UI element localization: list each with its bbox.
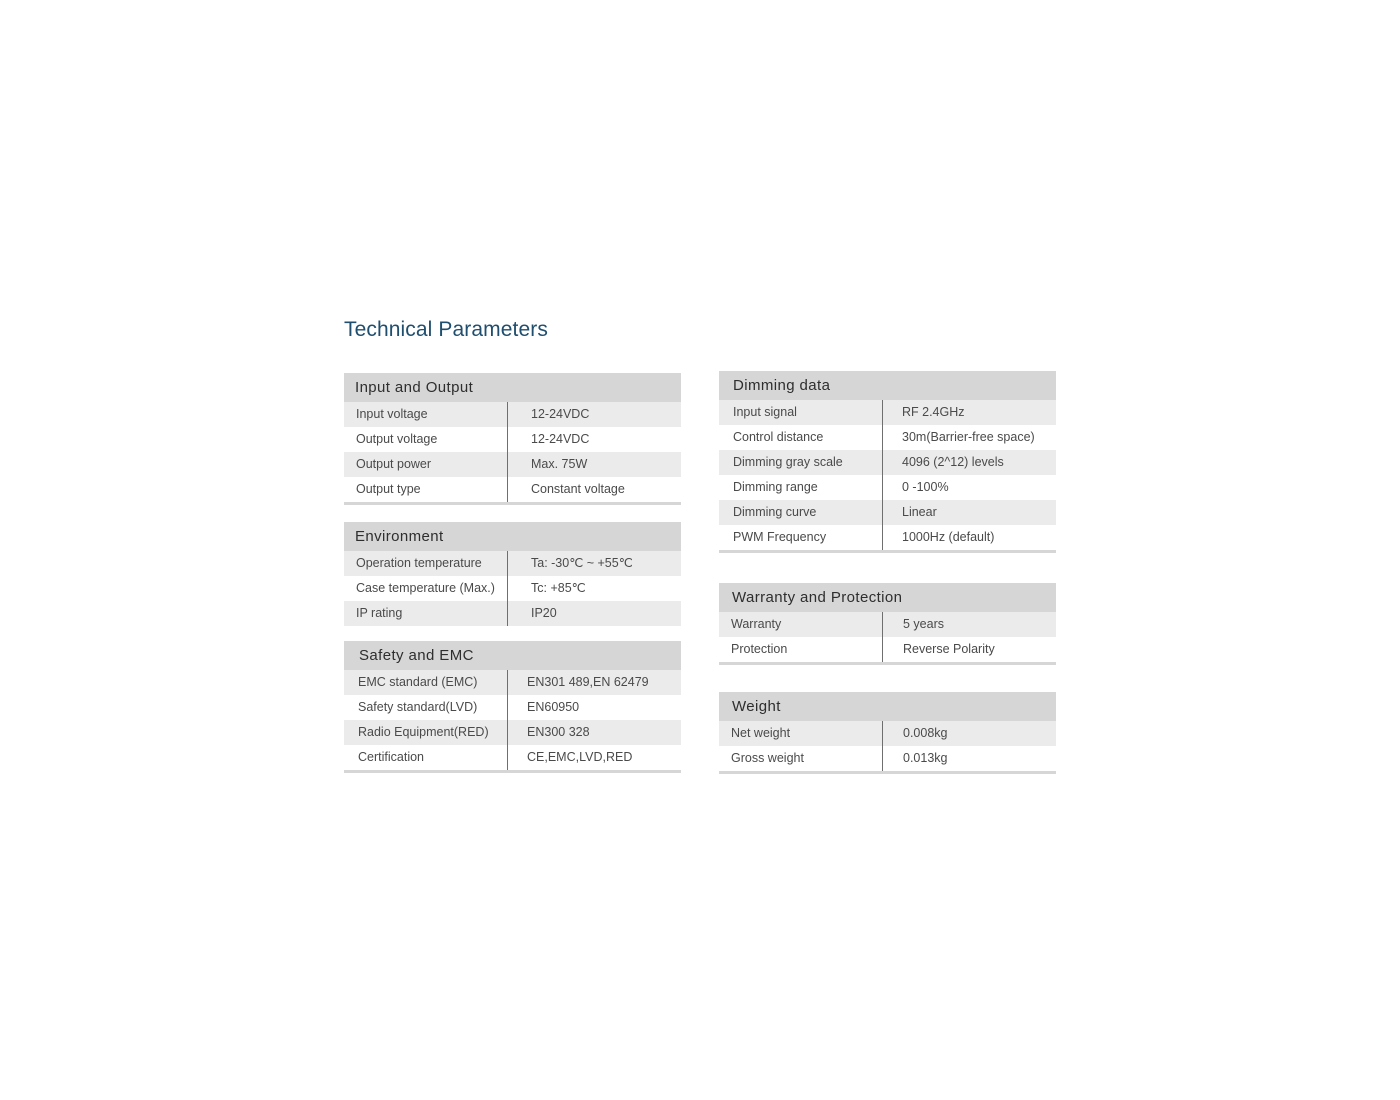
table-row (719, 746, 1056, 771)
row-value: Tc: +85℃ (531, 581, 586, 595)
table-row (719, 450, 1056, 475)
row-label: Dimming range (719, 475, 883, 500)
table-body (344, 402, 681, 502)
table-body (719, 721, 1056, 771)
row-value: Constant voltage (531, 482, 625, 496)
table-row (344, 745, 681, 770)
table-row (344, 695, 681, 720)
row-value: RF 2.4GHz (902, 405, 965, 419)
row-label: IP rating (344, 601, 508, 626)
table-dimming-data (719, 371, 1056, 553)
table-safety-emc (344, 641, 681, 773)
table-row (719, 637, 1056, 662)
table-row (344, 720, 681, 745)
row-value: Linear (902, 505, 937, 519)
table-row (719, 475, 1056, 500)
row-label: Input signal (719, 400, 883, 425)
table-body (719, 612, 1056, 662)
row-value: 12-24VDC (531, 432, 590, 446)
row-label: Case temperature (Max.) (344, 576, 508, 601)
page-title: Technical Parameters (344, 318, 548, 341)
row-value: IP20 (531, 606, 557, 620)
row-label: Control distance (719, 425, 883, 450)
table-bottom-rule (719, 662, 1056, 665)
table-row (719, 525, 1056, 550)
table-header: Warranty and Protection (719, 583, 1056, 612)
row-label: Dimming curve (719, 500, 883, 525)
table-row (719, 500, 1056, 525)
table-input-output (344, 373, 681, 505)
table-row (719, 721, 1056, 746)
row-value: 30m(Barrier-free space) (902, 430, 1035, 444)
table-header: Input and Output (344, 373, 681, 402)
row-label: Net weight (719, 721, 883, 746)
row-value: 0 -100% (902, 480, 949, 494)
table-row (344, 576, 681, 601)
row-label: Dimming gray scale (719, 450, 883, 475)
table-row (344, 452, 681, 477)
row-value: 0.013kg (903, 751, 948, 765)
row-value: Reverse Polarity (903, 642, 995, 656)
table-row (719, 612, 1056, 637)
table-header: Weight (719, 692, 1056, 721)
row-value: CE,EMC,LVD,RED (527, 750, 633, 764)
table-row (719, 425, 1056, 450)
row-label: Output type (344, 477, 508, 502)
table-header: Environment (344, 522, 681, 551)
table-row (344, 477, 681, 502)
row-label: Operation temperature (344, 551, 508, 576)
row-label: Output voltage (344, 427, 508, 452)
table-bottom-rule (719, 771, 1056, 774)
table-row (344, 551, 681, 576)
table-row (344, 670, 681, 695)
table-row (344, 427, 681, 452)
table-bottom-rule (344, 770, 681, 773)
table-row (344, 601, 681, 626)
row-label: Safety standard(LVD) (344, 695, 508, 720)
table-body (344, 670, 681, 770)
row-value: 4096 (2^12) levels (902, 455, 1004, 469)
row-value: 5 years (903, 617, 944, 631)
table-body (344, 551, 681, 626)
table-weight (719, 692, 1056, 774)
row-value: EN301 489,EN 62479 (527, 675, 649, 689)
row-value: Max. 75W (531, 457, 588, 471)
table-header: Dimming data (719, 371, 1056, 400)
row-value: Ta: -30℃ ~ +55℃ (531, 556, 633, 570)
row-label: EMC standard (EMC) (344, 670, 508, 695)
row-value: EN300 328 (527, 725, 590, 739)
table-row (719, 400, 1056, 425)
table-bottom-rule (344, 502, 681, 505)
row-value: 0.008kg (903, 726, 948, 740)
row-label: Gross weight (719, 746, 883, 771)
row-label: Input voltage (344, 402, 508, 427)
table-warranty-protection (719, 583, 1056, 665)
table-environment (344, 522, 681, 626)
table-row (344, 402, 681, 427)
row-label: Warranty (719, 612, 883, 637)
row-value: 12-24VDC (531, 407, 590, 421)
row-label: Certification (344, 745, 508, 770)
row-value: EN60950 (527, 700, 580, 714)
table-body (719, 400, 1056, 550)
row-label: Output power (344, 452, 508, 477)
row-label: Radio Equipment(RED) (344, 720, 508, 745)
row-value: 1000Hz (default) (902, 530, 995, 544)
table-header: Safety and EMC (344, 641, 681, 670)
row-label: Protection (719, 637, 883, 662)
table-bottom-rule (719, 550, 1056, 553)
row-label: PWM Frequency (719, 525, 883, 550)
